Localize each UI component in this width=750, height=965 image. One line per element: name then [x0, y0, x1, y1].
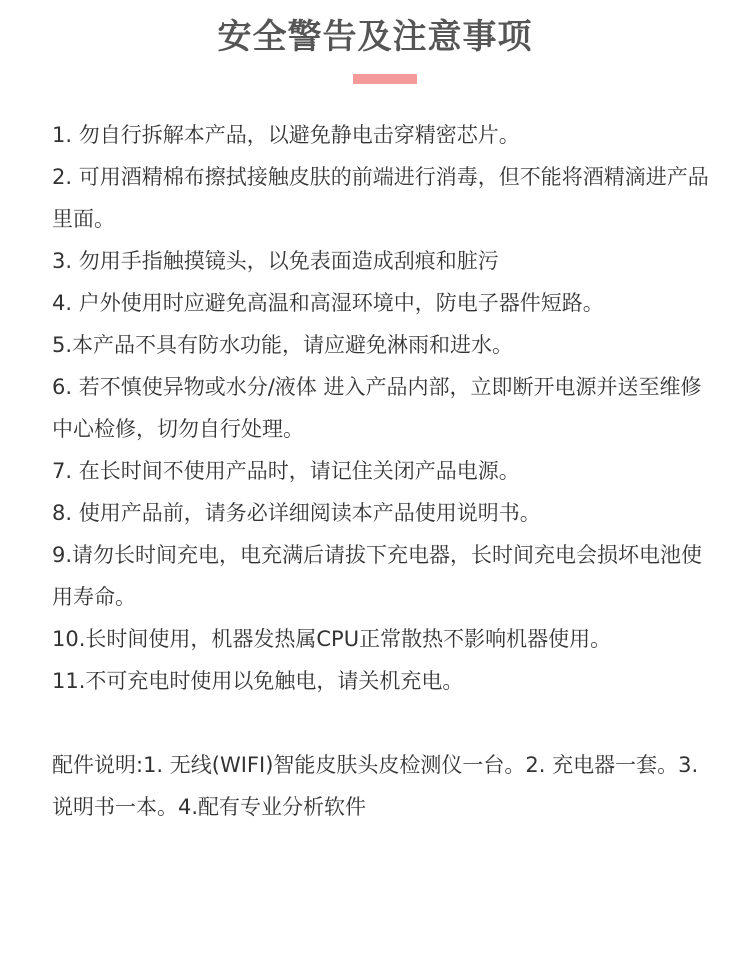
notice-item-9: 9.请勿长时间充电，电充满后请拔下充电器，长时间充电会损坏电池使用寿命。: [52, 543, 703, 609]
notice-list: [52, 114, 717, 702]
notice-item-7: 7. 在长时间不使用产品时，请记住关闭产品电源。: [52, 459, 520, 483]
notice-item-6: 6. 若不慎使异物或水分/液体 进入产品内部，立即断开电源并送至维修中心检修，切勿自行处理。: [52, 375, 702, 441]
title-underline-bar: [353, 74, 417, 84]
notice-item-2: 2. 可用酒精棉布擦拭接触皮肤的前端进行消毒，但不能将酒精滴进产品里面。: [52, 165, 709, 231]
notice-item-4: 4. 户外使用时应避免高温和高湿环境中，防电子器件短路。: [52, 291, 604, 315]
page-title: 安全警告及注意事项: [217, 17, 533, 57]
notice-item-11: 11.不可充电时使用以免触电，请关机充电。: [52, 669, 464, 693]
notice-item-3: 3. 勿用手指触摸镜头，以免表面造成刮痕和脏污: [52, 249, 499, 273]
notice-item-1: 1. 勿自行拆解本产品，以避免静电击穿精密芯片。: [52, 123, 520, 147]
accessories-note: 配件说明:1. 无线(WIFI)智能皮肤头皮检测仪一台。2. 充电器一套。3. 说明书一本。4.配有专业分析软件: [52, 753, 699, 819]
notice-item-5: 5.本产品不具有防水功能，请应避免淋雨和进水。: [52, 333, 514, 357]
notice-item-8: 8. 使用产品前，请务必详细阅读本产品使用说明书。: [52, 501, 541, 525]
notice-item-10: 10.长时间使用，机器发热属CPU正常散热不影响机器使用。: [52, 627, 612, 651]
